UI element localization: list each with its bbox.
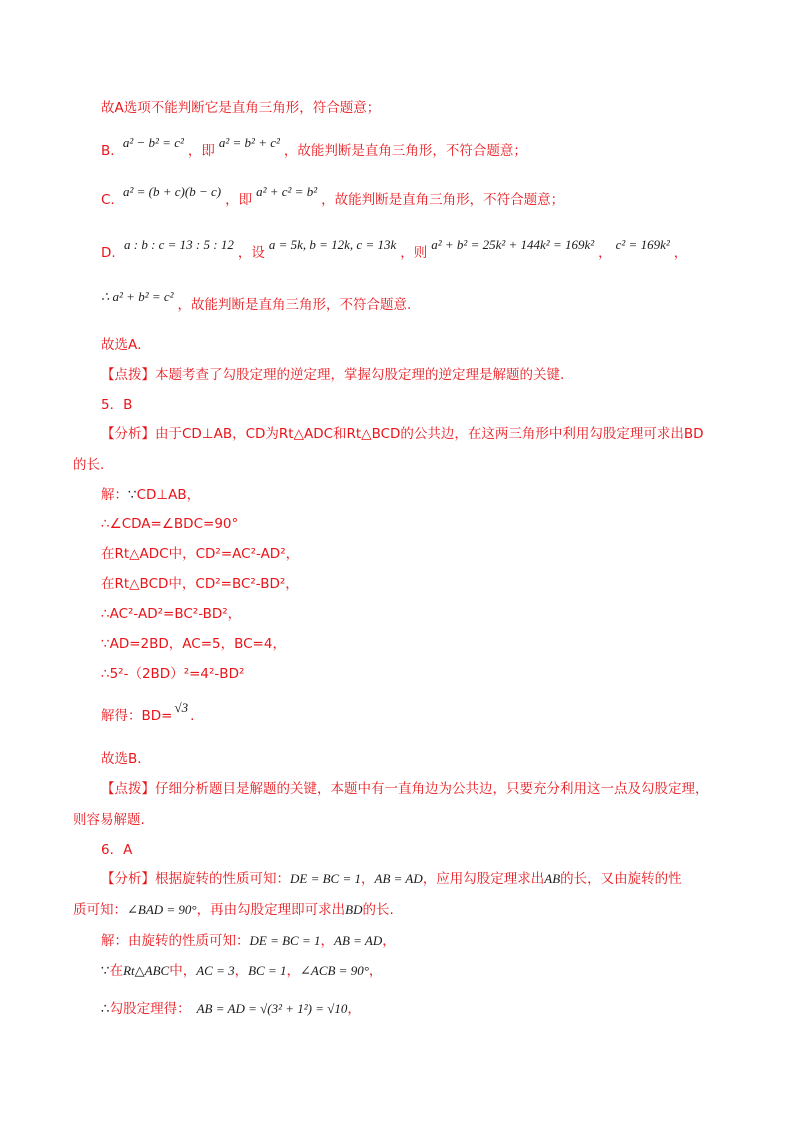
text-line: ∴5²-（2BD）²=4²-BD² (101, 666, 245, 682)
text: ，故能判断是直角三角形，不符合题意. (177, 297, 412, 313)
text-line (101, 289, 412, 314)
text-line: 【分析】由于CD⊥AB，CD为Rt△ADC和Rt△BCD的公共边，在这两三角形中利用勾股定理可求出BD (101, 426, 704, 442)
formula: a² = (b + c)(b − c) (123, 184, 222, 199)
text-line: 的长. (73, 457, 105, 473)
text: 勾股定理得： (109, 1001, 191, 1017)
text: CD⊥AB， (136, 487, 201, 503)
text: 质可知： (73, 902, 127, 918)
text: ，即 (225, 192, 253, 208)
formula: a = 5k, b = 12k, c = 13k (268, 237, 397, 252)
question-number: 5．B (101, 397, 133, 413)
therefore-symbol: ∴ (101, 1001, 110, 1017)
text: ， (234, 963, 249, 979)
text: ， (368, 963, 383, 979)
text-line (101, 700, 195, 725)
text-line: 故选A． (101, 337, 151, 353)
formula: a : b : c = 13 : 5 : 12 (123, 237, 234, 252)
formula: AB (544, 871, 561, 886)
question-number: 6．A (101, 842, 133, 858)
text-line (101, 870, 682, 888)
formula: a² + b² = 25k² + 144k² = 169k² (431, 237, 595, 252)
formula: DE = BC = 1 (249, 933, 321, 948)
option-label: B. (101, 143, 115, 159)
formula: ∠BAD = 90° (127, 902, 197, 917)
text: 的长，又由旋转的性 (560, 871, 682, 887)
formula: ∴ a² + b² = c² (101, 289, 174, 304)
text-line: ∴∠CDA=∠BDC=90° (101, 516, 239, 532)
text-line: 【点拨】本题考查了勾股定理的逆定理，掌握勾股定理的逆定理是解题的关键. (101, 367, 565, 383)
text-line: 则容易解题. (73, 812, 145, 828)
text: 中， (169, 963, 197, 979)
text: 解： (101, 487, 128, 503)
text-line: 故A选项不能判断它是直角三角形，符合题意； (101, 100, 381, 116)
option-c-line (101, 184, 565, 209)
text: ， (361, 871, 375, 887)
option-d-line (101, 237, 688, 262)
text-line: ∵AD=2BD，AC=5，BC=4， (101, 636, 286, 652)
text: 的长. (362, 902, 394, 918)
formula: BD (345, 902, 363, 917)
text: ，设 (237, 245, 265, 261)
text-line: 在Rt△ADC中，CD²=AC²-AD²， (101, 546, 300, 562)
text-line (101, 1000, 361, 1018)
text: 解：由旋转的性质可知： (101, 933, 250, 949)
text: ，故能判断是直角三角形，不符合题意； (321, 192, 565, 208)
text: ，再由勾股定理即可求出 (196, 902, 346, 918)
text: . (190, 708, 195, 724)
text: ， (673, 245, 688, 261)
formula: ∠ACB = 90° (299, 963, 369, 978)
text-line (101, 932, 396, 950)
text-line: 故选B． (101, 751, 151, 767)
formula: a² − b² = c² (122, 135, 184, 150)
formula: a² = b² + c² (218, 135, 280, 150)
text: ， (286, 963, 300, 979)
formula: Rt△ABC (123, 963, 170, 978)
text: 【分析】根据旋转的性质可知： (101, 871, 290, 887)
text: ，即 (187, 143, 215, 159)
text-line: ∴AC²-AD²=BC²-BD²， (101, 606, 242, 622)
text: ，应用勾股定理求出 (422, 871, 545, 887)
formula: √3 (174, 700, 189, 715)
formula: c² = 169k² (615, 237, 670, 252)
text-line: 【点拨】仔细分析题目是解题的关键，本题中有一直角边为公共边，只要充分利用这一点及勾股定理， (101, 781, 709, 797)
text: ， (347, 1001, 361, 1017)
text-line (101, 962, 382, 980)
because-symbol: ∵ (128, 487, 137, 503)
text-line: 在Rt△BCD中，CD²=BC²-BD²， (101, 576, 299, 592)
text-line (73, 901, 394, 919)
text: ， (598, 245, 612, 261)
text: ，故能判断是直角三角形，不符合题意； (283, 143, 527, 159)
formula: a² + c² = b² (256, 184, 318, 199)
formula: AC = 3 (196, 963, 235, 978)
option-label: D. (101, 245, 116, 261)
text: ，则 (400, 245, 428, 261)
text-line (101, 486, 200, 504)
text: ， (382, 933, 396, 949)
formula: AB = AD (374, 871, 423, 886)
text: 解得：BD= (101, 708, 173, 724)
option-label: C. (101, 192, 115, 208)
formula: BC = 1 (248, 963, 287, 978)
text: ， (320, 933, 334, 949)
formula: AB = AD (334, 933, 383, 948)
text: 在 (109, 963, 124, 979)
formula: AB = AD = √(3² + 1²) = √10 (196, 1001, 348, 1016)
option-b-line (101, 135, 527, 160)
formula: DE = BC = 1 (290, 871, 361, 886)
because-symbol: ∵ (101, 963, 110, 979)
